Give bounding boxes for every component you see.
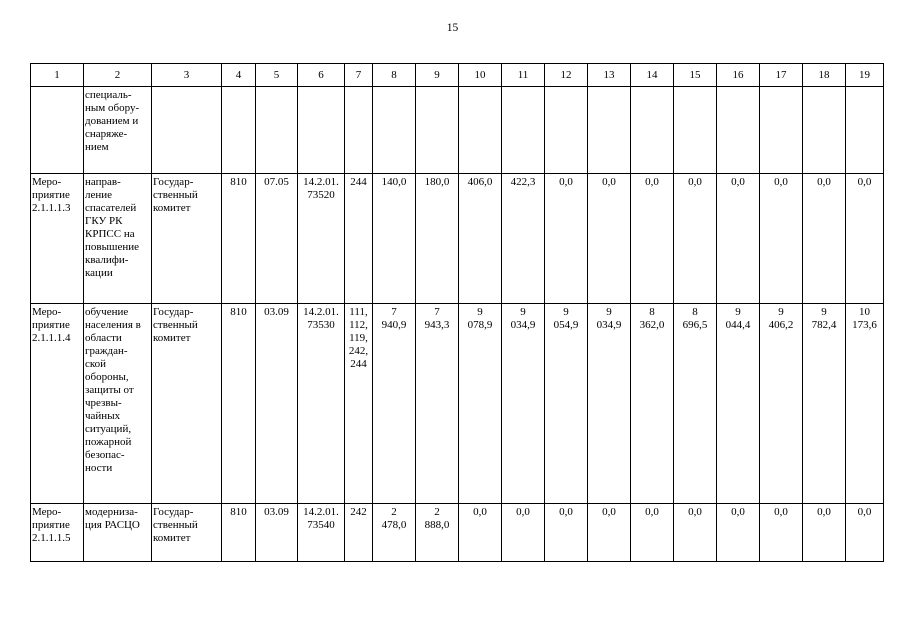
cell-text-line: комитет — [153, 332, 191, 344]
table-cell-col-16 — [717, 304, 760, 504]
cell-text-line: 2.1.1.1.4 — [32, 332, 71, 344]
table-cell-col-3 — [152, 304, 222, 504]
cell-text-line: 0,0 — [602, 506, 616, 518]
cell-text-line: повышение — [85, 241, 139, 253]
cell-text-line: приятие — [32, 189, 70, 201]
cell-text-line: снаряже- — [85, 128, 128, 140]
cell-text-line: 422,3 — [510, 176, 536, 188]
cell-text-line: 0,0 — [731, 506, 745, 518]
cell-text-line: 810 — [230, 306, 247, 318]
table-cell-col-12 — [545, 87, 588, 174]
cell-text-line: 0,0 — [774, 176, 788, 188]
cell-text-line: Меро- — [32, 306, 62, 318]
column-header-14: 14 — [631, 64, 674, 87]
cell-text-line: безопас- — [85, 449, 125, 461]
table-cell-col-11 — [502, 504, 545, 562]
cell-text-line: 9 — [520, 306, 526, 318]
cell-text-line: 14.2.01. — [303, 306, 339, 318]
cell-text-line: 9 — [606, 306, 612, 318]
cell-text-line: комитет — [153, 532, 191, 544]
table-cell-col-9 — [416, 504, 459, 562]
cell-text-line: модерниза- — [85, 506, 138, 518]
column-header-19: 19 — [846, 64, 884, 87]
table-cell-col-8 — [373, 304, 416, 504]
table-cell-col-17 — [760, 304, 803, 504]
cell-text-line: специаль- — [85, 89, 132, 101]
cell-text-line: населения в — [85, 319, 141, 331]
column-header-5: 5 — [256, 64, 298, 87]
table-cell-col-16 — [717, 174, 760, 304]
cell-text-line: ской — [85, 358, 107, 370]
cell-text-line: 10 — [859, 306, 870, 318]
cell-text-line: 242 — [350, 506, 367, 518]
cell-text-line: 2.1.1.1.5 — [32, 532, 71, 544]
cell-text-line: 173,6 — [852, 319, 877, 331]
cell-text-line: 73530 — [307, 319, 335, 331]
cell-text-line: Меро- — [32, 506, 62, 518]
cell-text-line: КРПСС на — [85, 228, 135, 240]
cell-text-line: 943,3 — [424, 319, 450, 331]
cell-text-line: 2 — [434, 506, 440, 518]
table-cell-col-17 — [760, 174, 803, 304]
page-number: 15 — [446, 22, 459, 34]
column-header-6: 6 — [298, 64, 345, 87]
cell-text-line: 244 — [350, 176, 367, 188]
table-cell-col-9 — [416, 87, 459, 174]
cell-text-line: 0,0 — [688, 506, 702, 518]
cell-text-line: 9 — [778, 306, 784, 318]
cell-text-line: 112, — [349, 319, 368, 331]
cell-text-line: 0,0 — [602, 176, 616, 188]
cell-text-line: 242, — [348, 345, 369, 357]
cell-text-line: 2.1.1.1.3 — [32, 202, 71, 214]
cell-text-line: Меро- — [32, 176, 62, 188]
column-header-3: 3 — [152, 64, 222, 87]
column-header-2: 2 — [84, 64, 152, 87]
cell-text-line: обучение — [85, 306, 129, 318]
table-cell-col-1 — [31, 304, 84, 504]
table-cell-col-18 — [803, 304, 846, 504]
cell-text-line: 0,0 — [645, 176, 659, 188]
cell-text-line: ция РАСЦО — [85, 519, 140, 531]
table-cell-col-15 — [674, 87, 717, 174]
column-header-15: 15 — [674, 64, 717, 87]
cell-text-line: 406,0 — [467, 176, 493, 188]
cell-text-line: пожарной — [85, 436, 132, 448]
column-header-4: 4 — [222, 64, 256, 87]
cell-text-line: 244 — [350, 358, 367, 370]
cell-text-line: 034,9 — [510, 319, 536, 331]
table-cell-col-5 — [256, 504, 298, 562]
table-cell-col-6 — [298, 304, 345, 504]
table-cell-col-16 — [717, 504, 760, 562]
table-cell-col-6 — [298, 504, 345, 562]
cell-text-line: ственный — [153, 189, 198, 201]
table-cell-col-13 — [588, 504, 631, 562]
budget-table — [30, 63, 884, 562]
table-cell-col-19 — [846, 304, 884, 504]
cell-text-line: ным обору- — [85, 102, 140, 114]
table-cell-col-3 — [152, 504, 222, 562]
cell-text-line: 0,0 — [774, 506, 788, 518]
table-cell-col-2 — [84, 304, 152, 504]
table-cell-col-17 — [760, 504, 803, 562]
table-cell-col-9 — [416, 174, 459, 304]
table-cell-col-2 — [84, 174, 152, 304]
cell-text-line: 9 — [821, 306, 827, 318]
cell-text-line: 9 — [563, 306, 569, 318]
header-row — [31, 64, 884, 87]
cell-text-line: чайных — [85, 410, 121, 422]
table-cell-col-18 — [803, 504, 846, 562]
cell-text-line: 034,9 — [596, 319, 622, 331]
column-header-10: 10 — [459, 64, 502, 87]
cell-text-line: граждан- — [85, 345, 128, 357]
table-cell-col-12 — [545, 504, 588, 562]
table-cell-col-2 — [84, 87, 152, 174]
table-cell-col-11 — [502, 87, 545, 174]
table-cell-col-7 — [345, 304, 373, 504]
cell-text-line: 810 — [230, 506, 247, 518]
column-header-16: 16 — [717, 64, 760, 87]
cell-text-line: ственный — [153, 319, 198, 331]
cell-text-line: приятие — [32, 319, 70, 331]
cell-text-line: чрезвы- — [85, 397, 122, 409]
table-cell-col-12 — [545, 304, 588, 504]
table-row — [31, 504, 884, 562]
cell-text-line: области — [85, 332, 122, 344]
table-cell-col-3 — [152, 87, 222, 174]
table-row — [31, 304, 884, 504]
table-cell-col-5 — [256, 304, 298, 504]
cell-text-line: 0,0 — [559, 506, 573, 518]
cell-text-line: Государ- — [153, 506, 194, 518]
cell-text-line: 7 — [391, 306, 397, 318]
column-header-11: 11 — [502, 64, 545, 87]
table-cell-col-4 — [222, 174, 256, 304]
table-cell-col-7 — [345, 87, 373, 174]
table-cell-col-8 — [373, 174, 416, 304]
table-cell-col-19 — [846, 87, 884, 174]
table-cell-col-4 — [222, 504, 256, 562]
cell-text-line: 07.05 — [264, 176, 289, 188]
table-cell-col-12 — [545, 174, 588, 304]
table-cell-col-11 — [502, 174, 545, 304]
table-cell-col-8 — [373, 87, 416, 174]
cell-text-line: 782,4 — [811, 319, 837, 331]
cell-text-line: Государ- — [153, 306, 194, 318]
table-cell-col-10 — [459, 304, 502, 504]
cell-text-line: 119, — [349, 332, 368, 344]
table-cell-col-7 — [345, 174, 373, 304]
cell-text-line: 9 — [477, 306, 483, 318]
cell-text-line: 03.09 — [264, 506, 289, 518]
cell-text-line: 0,0 — [857, 506, 872, 518]
table-cell-col-13 — [588, 87, 631, 174]
cell-text-line: 0,0 — [731, 176, 745, 188]
table-cell-col-11 — [502, 304, 545, 504]
cell-text-line: 03.09 — [264, 306, 289, 318]
table-cell-col-6 — [298, 174, 345, 304]
cell-text-line: 9 — [735, 306, 741, 318]
table-cell-col-16 — [717, 87, 760, 174]
cell-text-line: направ- — [85, 176, 121, 188]
cell-text-line: приятие — [32, 519, 70, 531]
cell-text-line: 180,0 — [424, 176, 450, 188]
cell-text-line: квалифи- — [85, 254, 129, 266]
table-cell-col-14 — [631, 174, 674, 304]
cell-text-line: защиты от — [85, 384, 134, 396]
cell-text-line: 054,9 — [553, 319, 579, 331]
cell-text-line: 888,0 — [424, 519, 450, 531]
table-cell-col-15 — [674, 304, 717, 504]
table-cell-col-17 — [760, 87, 803, 174]
cell-text-line: ности — [85, 462, 113, 474]
column-header-18: 18 — [803, 64, 846, 87]
cell-text-line: 696,5 — [682, 319, 708, 331]
cell-text-line: 078,9 — [467, 319, 493, 331]
cell-text-line: нием — [85, 141, 109, 153]
column-header-12: 12 — [545, 64, 588, 87]
cell-text-line: 140,0 — [381, 176, 407, 188]
cell-text-line: ственный — [153, 519, 198, 531]
cell-text-line: обороны, — [85, 371, 129, 383]
cell-text-line: 362,0 — [639, 319, 665, 331]
cell-text-line: 044,4 — [725, 319, 751, 331]
table-cell-col-1 — [31, 87, 84, 174]
cell-text-line: 14.2.01. — [303, 176, 339, 188]
table-cell-col-2 — [84, 504, 152, 562]
cell-text-line: 0,0 — [559, 176, 573, 188]
table-cell-col-18 — [803, 87, 846, 174]
cell-text-line: 810 — [230, 176, 247, 188]
cell-text-line: 940,9 — [381, 319, 407, 331]
table-cell-col-3 — [152, 174, 222, 304]
cell-text-line: 73520 — [307, 189, 335, 201]
column-header-17: 17 — [760, 64, 803, 87]
table-cell-col-1 — [31, 174, 84, 304]
table-cell-col-4 — [222, 87, 256, 174]
cell-text-line: 7 — [434, 306, 440, 318]
table-cell-col-13 — [588, 304, 631, 504]
cell-text-line: 73540 — [307, 519, 335, 531]
cell-text-line: 2 — [391, 506, 397, 518]
cell-text-line: 0,0 — [516, 506, 530, 518]
cell-text-line: 0,0 — [645, 506, 659, 518]
table-cell-col-19 — [846, 174, 884, 304]
table-cell-col-7 — [345, 504, 373, 562]
column-header-13: 13 — [588, 64, 631, 87]
cell-text-line: 8 — [649, 306, 655, 318]
cell-text-line: 406,2 — [768, 319, 794, 331]
table-cell-col-14 — [631, 87, 674, 174]
table-cell-col-4 — [222, 304, 256, 504]
cell-text-line: 0,0 — [473, 506, 487, 518]
table-cell-col-8 — [373, 504, 416, 562]
table-row — [31, 87, 884, 174]
column-header-8: 8 — [373, 64, 416, 87]
cell-text-line: 0,0 — [857, 176, 872, 188]
table-cell-col-10 — [459, 87, 502, 174]
table-cell-col-18 — [803, 174, 846, 304]
cell-text-line: ление — [85, 189, 113, 201]
table-cell-col-5 — [256, 87, 298, 174]
cell-text-line: кации — [85, 267, 113, 279]
cell-text-line: 8 — [692, 306, 698, 318]
cell-text-line: ГКУ РК — [85, 215, 123, 227]
table-cell-col-1 — [31, 504, 84, 562]
cell-text-line: дованием и — [85, 115, 139, 127]
column-header-9: 9 — [416, 64, 459, 87]
table-cell-col-15 — [674, 504, 717, 562]
cell-text-line: 478,0 — [381, 519, 407, 531]
table-cell-col-6 — [298, 87, 345, 174]
table-cell-col-15 — [674, 174, 717, 304]
table-row — [31, 174, 884, 304]
table-cell-col-14 — [631, 504, 674, 562]
cell-text-line: Государ- — [153, 176, 194, 188]
table-cell-col-14 — [631, 304, 674, 504]
column-header-7: 7 — [345, 64, 373, 87]
cell-text-line: ситуаций, — [85, 423, 132, 435]
cell-text-line: 0,0 — [817, 506, 831, 518]
table-cell-col-10 — [459, 174, 502, 304]
table-cell-col-19 — [846, 504, 884, 562]
table-cell-col-10 — [459, 504, 502, 562]
cell-text-line: 0,0 — [688, 176, 702, 188]
cell-text-line: 14.2.01. — [303, 506, 339, 518]
table-cell-col-9 — [416, 304, 459, 504]
table-cell-col-5 — [256, 174, 298, 304]
cell-text-line: 0,0 — [817, 176, 831, 188]
table-cell-col-13 — [588, 174, 631, 304]
cell-text-line: комитет — [153, 202, 191, 214]
column-header-1: 1 — [31, 64, 84, 87]
cell-text-line: 111, — [349, 306, 368, 318]
cell-text-line: спасателей — [85, 202, 137, 214]
